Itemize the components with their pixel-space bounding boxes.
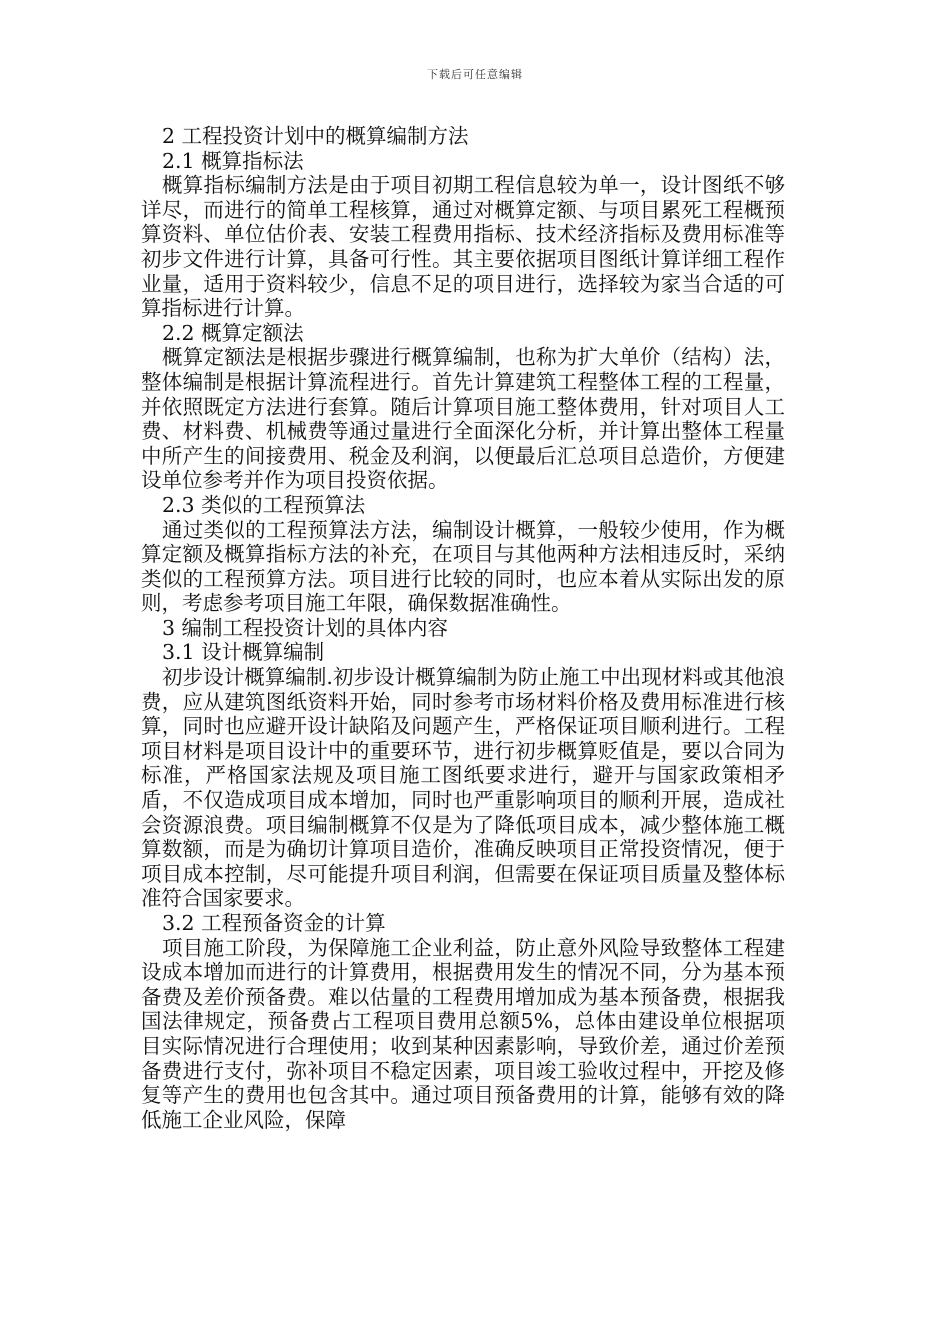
section-2-3-heading: 2.3 类似的工程预算法 [162, 492, 366, 517]
section-3-heading: 3 编制工程投资计划的具体内容 [162, 615, 449, 640]
section-2-2-paragraph: 概算定额法是根据步骤进行概算编制，也称为扩大单价（结构）法，整体编制是根据计算流程进行。首先计算建筑工程整体工程的工程量，并依照既定方法进行套算。随后计算项目施工整体费用，针对项目人工费、材料费、机械费等通过量进行全面深化分析，并计算出整体工程量中所产生的间接费用、税金及利润，以便最后汇总项目总造价，方便建设单位参考并作为项目投资依据。 [141, 345, 785, 493]
section-2-2-heading: 2.2 概算定额法 [162, 320, 304, 345]
section-2-heading: 2 工程投资计划中的概算编制方法 [162, 124, 469, 148]
section-2-1-paragraph: 概算指标编制方法是由于项目初期工程信息较为单一，设计图纸不够详尽，而进行的简单工程核算，通过对概算定额、与项目累死工程概预算资料、单位估价表、安装工程费用指标、技术经济指标及费用标准等初步文件进行计算，具备可行性。其主要依据项目图纸计算详细工程作业量，适用于资料较少，信息不足的项目进行，选择较为家当合适的可算指标进行计算。 [141, 173, 785, 321]
section-3-2-heading: 3.2 工程预备资金的计算 [162, 911, 386, 935]
section-3-1-paragraph: 初步设计概算编制.初步设计概算编制为防止施工中出现材料或其他浪费，应从建筑图纸资料开始，同时参考市场材料价格及费用标准进行核算，同时也应避开设计缺陷及问题产生，严格保证项目顺利进行。工程项目材料是项目设计中的重要环节，进行初步概算贬值是，要以合同为标准，严格国家法规及项目施工图纸要求进行，避开与国家政策相矛盾，不仅造成项目成本增加，同时也严重影响项目的顺利开展，造成社会资源浪费。项目编制概算不仅是为了降低项目成本，减少整体施工概算数额，而是为确切计算项目造价，准确反映项目正常投资情况，便于项目成本控制，尽可能提升项目利润，但需要在保证项目质量及整体标准符合国家要求。 [141, 665, 785, 911]
section-2-3-paragraph: 通过类似的工程预算法方法，编制设计概算，一般较少使用，作为概算定额及概算指标方法的补充，在项目与其他两种方法相违反时，采纳类似的工程预算方法。项目进行比较的同时，也应本着从实际出发的原则，考虑参考项目施工年限，确保数据准确性。 [141, 517, 785, 616]
header-note: 下载后可任意编辑 [427, 68, 523, 81]
section-2-1-heading: 2.1 概算指标法 [162, 148, 304, 173]
section-3-2-paragraph: 项目施工阶段，为保障施工企业利益，防止意外风险导致整体工程建设成本增加而进行的计算费用，根据费用发生的情况不同，分为基本预备费及差价预备费。难以估量的工程费用增加成为基本预备费，根据我国法律规定，预备费占工程项目费用总额5%，总体由建设单位根据项目实际情况进行合理使用；收到某种因素影响，导致价差，通过价差预备费进行支付，弥补项目不稳定因素，项目竣工验收过程中，开挖及修复等产生的费用也包含其中。通过项目预备费用的计算，能够有效的降低施工企业风险，保障 [141, 935, 785, 1132]
section-3-1-heading: 3.1 设计概算编制 [162, 640, 325, 665]
document-body [141, 124, 785, 1132]
